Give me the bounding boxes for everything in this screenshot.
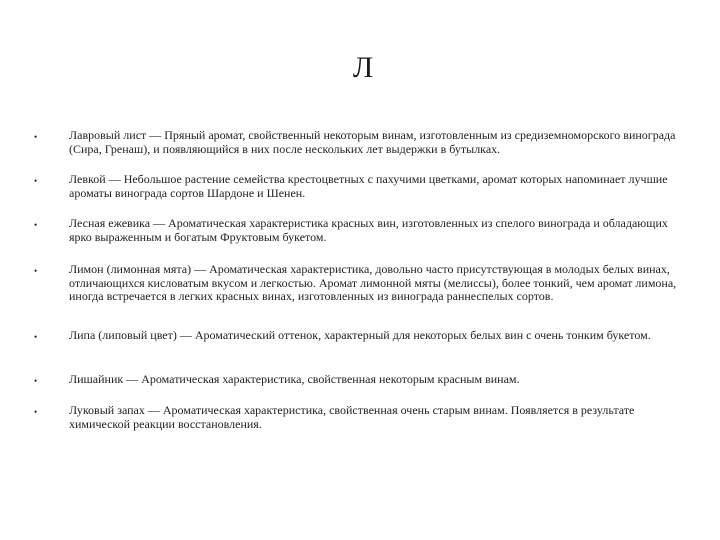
- bullet-icon: •: [34, 376, 38, 386]
- bullet-icon: •: [34, 407, 38, 417]
- list-item-text: Лавровый лист — Пряный аромат, свойственный некоторым винам, изготовленным из средиземноморского винограда (Сира, Гренаш), и появляющийся в них после нескольких лет выдержки в бутылках.: [69, 128, 676, 156]
- list-item-text: Луковый запах — Ароматическая характеристика, свойственная очень старым винам. Появляется в результате химической реакции восстановления.: [69, 403, 635, 431]
- list-item-text: Лесная ежевика — Ароматическая характеристика красных вин, изготовленных из спелого винограда и обладающих ярко выраженным и богатым Фруктовым букетом.: [69, 216, 668, 244]
- list-item-text: Лишайник — Ароматическая характеристика, свойственная некоторым красным винам.: [69, 372, 520, 386]
- slide-title: Л: [352, 51, 374, 84]
- bullet-icon: •: [34, 132, 38, 142]
- bullet-icon: •: [34, 266, 38, 276]
- list-item-text: Липа (липовый цвет) — Ароматический оттенок, характерный для некоторых белых вин с очень тонким букетом.: [69, 328, 651, 342]
- list-item-text: Лимон (лимонная мята) — Ароматическая характеристика, довольно часто присутствующая в молодых белых винах, отличающихся кисловатым вкусом и легкостью. Аромат лимонной мяты (мелиссы), более тонкий, чем аромат лимона, иногда встречается в легких красных винах, изготовленных из винограда раннеспелых сортов.: [69, 262, 677, 304]
- bullet-icon: •: [34, 332, 38, 342]
- bullet-icon: •: [34, 176, 38, 186]
- bullet-icon: •: [34, 220, 38, 230]
- list-item-text: Левкой — Небольшое растение семейства крестоцветных с пахучими цветками, аромат которых напоминает лучшие ароматы винограда сортов Шардоне и Шенен.: [69, 172, 668, 200]
